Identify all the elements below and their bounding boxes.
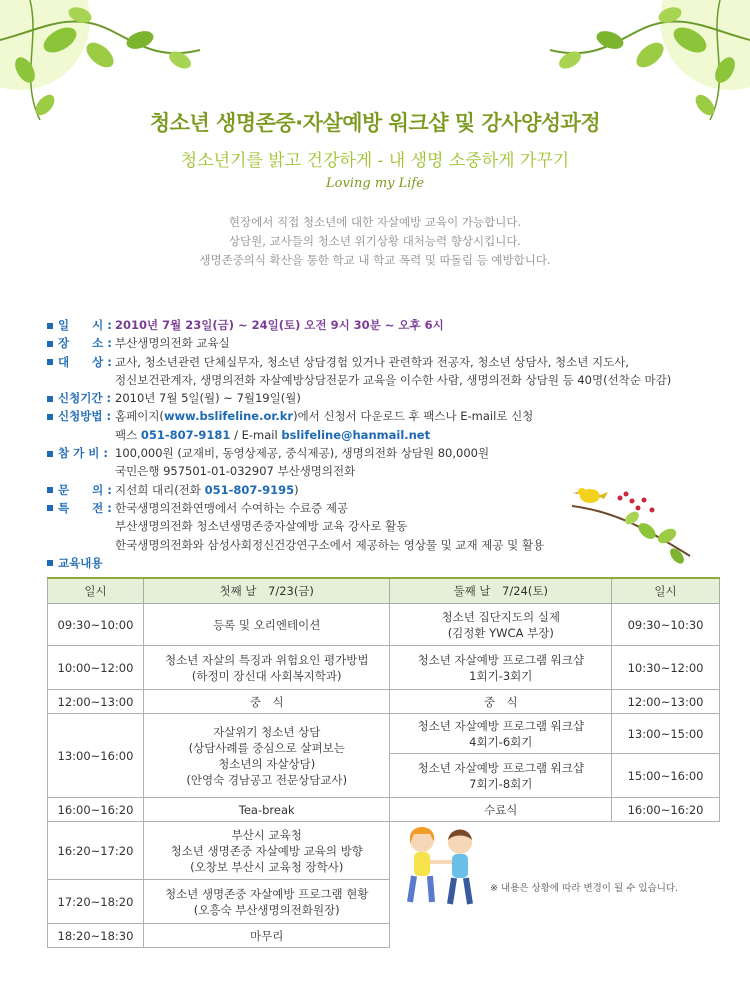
table-row xyxy=(48,690,720,714)
time-cell: 16:00~16:20 xyxy=(48,798,144,822)
feature-item: 한국생명의전화연맹에서 수여하는 수료증 제공 xyxy=(115,500,349,515)
table-header-row xyxy=(48,578,720,604)
intro-line: 현장에서 직접 청소년에 대한 자살예방 교육이 가능합니다. xyxy=(228,215,522,229)
session-cell: 청소년 자살예방 프로그램 워크샵 1회기-3회기 xyxy=(390,646,612,690)
time-cell: 09:30~10:00 xyxy=(48,604,144,646)
intro-text xyxy=(0,213,750,270)
time-cell: 16:00~16:20 xyxy=(612,798,720,822)
info-fee: 참 가 비 : 100,000원 (교재비, 동영상제공, 중식제공), 생명의전화 상담원 80,000원 국민은행 957501-01-032907 부산생명의전화 xyxy=(47,444,737,481)
time-cell: 10:00~12:00 xyxy=(48,646,144,690)
bird-on-branch-illustration xyxy=(572,486,692,566)
feature-item: 부산생명의전화 청소년생명존중자살예방 교육 강사로 활동 xyxy=(115,519,408,534)
fee-value: 100,000원 (교재비, 동영상제공, 중식제공), 생명의전화 상담원 80,000원 xyxy=(115,446,490,461)
intro-line: 상담원, 교사들의 청소년 위기상황 대처능력 향상시킵니다. xyxy=(228,234,522,248)
table-header: 첫째 날 7/23(금) xyxy=(143,578,390,604)
bank-account: 국민은행 957501-01-032907 부산생명의전화 xyxy=(115,464,356,479)
page-subtitle: 청소년기를 밝고 건강하게 - 내 생명 소중하게 가꾸기 xyxy=(180,151,570,171)
homepage-link[interactable]: www.bslifeline.or.kr xyxy=(163,409,294,424)
table-row xyxy=(48,604,720,646)
bullet-square-icon xyxy=(47,451,53,457)
contact-phone: 051-807-9195 xyxy=(204,482,295,497)
session-cell: 등록 및 오리엔테이션 xyxy=(143,604,390,646)
place-value: 부산생명의전화 교육실 xyxy=(115,336,230,351)
change-notice: ※ 내용은 상황에 따라 변경이 될 수 있습니다. xyxy=(490,883,679,894)
time-cell: 12:00~13:00 xyxy=(48,690,144,714)
time-cell: 13:00~16:00 xyxy=(48,714,144,798)
bullet-square-icon xyxy=(47,414,53,420)
info-period: 신청기간 : 2010년 7월 5일(월) ~ 7월19일(월) xyxy=(47,389,737,407)
time-cell: 15:00~16:00 xyxy=(612,754,720,798)
session-cell: 마무리 xyxy=(143,924,390,948)
table-row xyxy=(48,646,720,690)
session-cell: 청소년 자살예방 프로그램 워크샵 4회기-6회기 xyxy=(390,714,612,754)
session-cell: 중 식 xyxy=(390,690,612,714)
time-cell: 16:20~17:20 xyxy=(48,822,144,880)
session-cell: 청소년 자살의 특징과 위험요인 평가방법 (하정미 장신대 사회복지학과) xyxy=(143,646,390,690)
date-value: 2010년 7월 23일(금) ~ 24일(토) 오전 9시 30분 ~ 오후 6시 xyxy=(115,318,444,332)
info-date: 일 시 : 2010년 7월 23일(금) ~ 24일(토) 오전 9시 30분 ~ 오후 6시 xyxy=(47,316,737,334)
feature-item: 한국생명의전화와 삼성사회정신건강연구소에서 제공하는 영상물 및 교재 제공 및 활용 xyxy=(115,537,545,552)
bullet-square-icon xyxy=(47,505,53,511)
info-curriculum: 교육내용 xyxy=(47,554,737,572)
table-row xyxy=(48,714,720,754)
session-cell: 수료식 xyxy=(390,798,612,822)
bullet-square-icon xyxy=(47,323,53,329)
time-cell: 13:00~15:00 xyxy=(612,714,720,754)
session-cell: 자살위기 청소년 상담 (상담사례를 중심으로 살펴보는 청소년의 자살상담) (안영숙 경남공고 전문상담교사) xyxy=(143,714,390,798)
table-header: 일시 xyxy=(612,578,720,604)
session-cell: 청소년 집단지도의 실제 (김정환 YWCA 부장) xyxy=(390,604,612,646)
table-row xyxy=(48,822,720,880)
info-place: 장 소 : 부산생명의전화 교육실 xyxy=(47,334,737,352)
time-cell: 12:00~13:00 xyxy=(612,690,720,714)
session-cell: Tea-break xyxy=(143,798,390,822)
target-value: 교사, 청소년관련 단체실무자, 청소년 상담경험 있거나 관련학과 전공자, 청소년 상담사, 청소년 지도사, xyxy=(115,354,629,369)
page-title: 청소년 생명존중·자살예방 워크샵 및 강사양성과정 xyxy=(149,111,601,135)
email-link[interactable]: bslifeline@hanmail.net xyxy=(281,427,431,442)
time-cell: 10:30~12:00 xyxy=(612,646,720,690)
period-value: 2010년 7월 5일(월) ~ 7월19일(월) xyxy=(115,391,301,406)
info-contact: 문 의 : 지선희 대리(전화 051-807-9195) xyxy=(47,481,737,499)
bullet-square-icon xyxy=(47,487,53,493)
tagline: Loving my Life xyxy=(326,176,424,191)
session-cell: 중 식 xyxy=(143,690,390,714)
session-cell: 청소년 생명존중 자살예방 프로그램 현황 (오흥숙 부산생명의전화원장) xyxy=(143,880,390,924)
bullet-square-icon xyxy=(47,359,53,365)
target-value: 정신보건관계자, 생명의전화 자살예방상담전문가 교육을 이수한 사람, 생명의전화 상담원 등 40명(선착순 마감) xyxy=(115,372,672,387)
table-header: 일시 xyxy=(48,578,144,604)
children-illustration xyxy=(392,822,492,912)
bullet-square-icon xyxy=(47,560,53,566)
fax-number: 051-807-9181 xyxy=(140,427,231,442)
time-cell: 18:20~18:30 xyxy=(48,924,144,948)
time-cell: 17:20~18:20 xyxy=(48,880,144,924)
intro-line: 생명존중의식 확산을 통한 학교 내 학교 폭력 및 따돌림 등 예방합니다. xyxy=(199,253,551,267)
table-row xyxy=(48,798,720,822)
info-target: 대 상 : 교사, 청소년관련 단체실무자, 청소년 상담경험 있거나 관련학과 전공자, 청소년 상담사, 청소년 지도사, 정신보건관계자, 생명의전화 자살예방상담전문가 교육을 이수한 사람, 생명의전화 상담원 등 40명(선착순 마감) xyxy=(47,353,737,390)
info-method: 신청방법 : 홈페이지(www.bslifeline.or.kr)에서 신청서 다운로드 후 팩스나 E-mail로 신청 팩스 051-807-9181 / E-mail bslifeline@hanmail.net xyxy=(47,407,737,444)
info-feature: 특 전 : 한국생명의전화연맹에서 수여하는 수료증 제공 부산생명의전화 청소년생명존중자살예방 교육 강사로 활동 한국생명의전화와 삼성사회정신건강연구소에서 제공하는 영상물 및 교재 제공 및 활용 xyxy=(47,499,737,554)
table-header: 둘째 날 7/24(토) xyxy=(390,578,612,604)
time-cell: 09:30~10:30 xyxy=(612,604,720,646)
session-cell: 부산시 교육청 청소년 생명존중 자살예방 교육의 방향 (오창보 부산시 교육청 장학사) xyxy=(143,822,390,880)
bullet-square-icon xyxy=(47,396,53,402)
bullet-square-icon xyxy=(47,341,53,347)
session-cell: 청소년 자살예방 프로그램 워크샵 7회기-8회기 xyxy=(390,754,612,798)
